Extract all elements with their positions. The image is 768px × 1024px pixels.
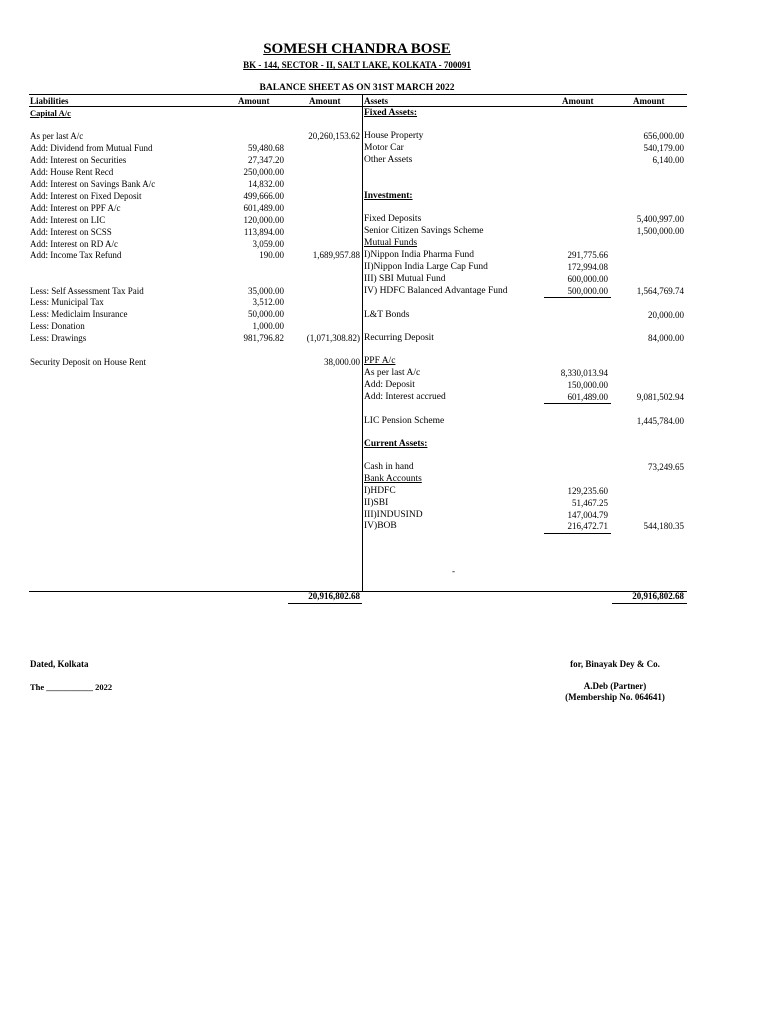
row-label: III) SBI Mutual Fund [364, 274, 446, 284]
row-amount-1: 601,489.00 [243, 203, 284, 213]
row-label: Add: Income Tax Refund [30, 250, 122, 260]
row-label: Add: Interest on Savings Bank A/c [30, 179, 156, 189]
sheet-title: BALANCE SHEET AS ON 31ST MARCH 2022 [259, 83, 455, 93]
row-amount-1: 59,480.68 [248, 143, 284, 153]
col-amount-1: Amount [238, 96, 270, 106]
row-amount-1: 3,512.00 [252, 297, 284, 307]
row-amount-2: 73,249.65 [648, 462, 684, 472]
liability-row [30, 214, 362, 226]
row-amount-1: 147,004.79 [567, 510, 608, 520]
asset-row [364, 213, 686, 225]
asset-row [364, 190, 686, 202]
row-amount-2: (1,071,308.82) [306, 333, 360, 343]
row-label: Senior Citizen Savings Scheme [364, 226, 484, 236]
row-label: LIC Pension Scheme [364, 416, 445, 426]
row-label: Add: Interest on Securities [30, 155, 127, 165]
row-label: House Property [364, 131, 424, 141]
row-amount-2: 6,140.00 [652, 155, 684, 165]
row-label: IV)BOB [364, 521, 397, 531]
asset-row [364, 225, 686, 237]
row-label: Add: Interest on Fixed Deposit [30, 191, 142, 201]
row-label: Less: Self Assessment Tax Paid [30, 286, 144, 296]
row-amount-1: 190.00 [259, 250, 284, 260]
row-amount-1: 150,000.00 [567, 380, 608, 390]
col-assets: Assets [364, 96, 388, 106]
partner-name: A.Deb (Partner) [583, 681, 647, 691]
row-amount-2: 20,000.00 [648, 310, 684, 320]
row-label: Add: Deposit [364, 380, 415, 390]
row-label: Less: Donation [30, 321, 85, 331]
capital-heading: Capital A/c [30, 108, 71, 118]
asset-row [364, 438, 686, 450]
col-amount-4: Amount [633, 96, 665, 106]
asset-row [364, 285, 686, 297]
liability-row [30, 154, 362, 166]
row-amount-1: 500,000.00 [567, 286, 608, 296]
subtotal-rule [544, 533, 611, 534]
row-amount-1: 600,000.00 [567, 274, 608, 284]
current-assets-heading: Current Assets: [364, 439, 428, 449]
table-top-rule [29, 94, 687, 95]
liability-row [30, 226, 362, 238]
row-amount-1: 35,000.00 [248, 286, 284, 296]
row-label: Cash in hand [364, 462, 414, 472]
asset-row [364, 107, 686, 119]
row-amount-2: 1,689,957.88 [312, 250, 360, 260]
asset-row [364, 415, 686, 427]
fixed-assets-heading: Fixed Assets: [364, 108, 418, 118]
col-amount-3: Amount [562, 96, 594, 106]
asset-row [364, 497, 686, 509]
liability-row [30, 142, 362, 154]
row-label: I)HDFC [364, 486, 396, 496]
row-label: Fixed Deposits [364, 214, 422, 224]
asset-row [364, 355, 686, 367]
row-amount-1: 113,894.00 [243, 227, 284, 237]
mutual-funds-heading: Mutual Funds [364, 238, 418, 248]
investment-heading: Investment: [364, 191, 413, 201]
row-label: Add: Interest accrued [364, 392, 446, 402]
row-label: Recurring Deposit [364, 333, 434, 343]
row-label: Motor Car [364, 143, 404, 153]
liability-row [30, 107, 362, 119]
column-divider [362, 94, 363, 591]
subtotal-rule [544, 403, 611, 404]
row-label: Add: Dividend from Mutual Fund [30, 143, 153, 153]
row-amount-1: 216,472.71 [567, 521, 608, 531]
row-amount-1: 601,489.00 [567, 392, 608, 402]
liability-row [30, 320, 362, 332]
row-amount-1: 172,994.08 [567, 262, 608, 272]
asset-row [364, 332, 686, 344]
row-amount-2: 540,179.00 [643, 143, 684, 153]
col-liabilities: Liabilities [30, 96, 69, 106]
col-amount-2: Amount [309, 96, 341, 106]
ppf-heading: PPF A/c [364, 356, 396, 366]
liability-row [30, 178, 362, 190]
row-amount-1: 51,467.25 [572, 498, 608, 508]
membership-number: (Membership No. 064641) [565, 692, 665, 702]
asset-row [364, 237, 686, 249]
row-label: Add: Interest on SCSS [30, 227, 112, 237]
liabilities-total: 20,916,802.68 [308, 591, 360, 601]
row-amount-2: 5,400,997.00 [636, 214, 684, 224]
date-blank: The ___________ 2022 [30, 682, 113, 692]
asset-row [364, 520, 686, 532]
asset-row [364, 273, 686, 285]
asset-row [364, 261, 686, 273]
row-label: Less: Drawings [30, 333, 87, 343]
bank-accounts-heading: Bank Accounts [364, 474, 422, 484]
liability-row [30, 296, 362, 308]
row-label: L&T Bonds [364, 310, 410, 320]
row-amount-2: 656,000.00 [643, 131, 684, 141]
row-amount-1: 499,666.00 [243, 191, 284, 201]
row-amount-2: 1,445,784.00 [636, 416, 684, 426]
row-amount-1: 50,000.00 [248, 309, 284, 319]
liability-row [30, 130, 362, 142]
row-amount-1: 1,000.00 [252, 321, 284, 331]
liability-row [30, 308, 362, 320]
dated-place: Dated, Kolkata [30, 659, 89, 669]
row-amount-2: 9,081,502.94 [636, 392, 684, 402]
asset-row [364, 154, 686, 166]
asset-row [364, 249, 686, 261]
row-amount-1: 3,059.00 [252, 239, 284, 249]
row-label: III)INDUSIND [364, 510, 423, 520]
row-amount-2: 1,564,769.74 [636, 286, 684, 296]
owner-address: BK - 144, SECTOR - II, SALT LAKE, KOLKATA - 700091 [243, 60, 471, 70]
asset-row [364, 485, 686, 497]
firm-name: for, Binayak Dey & Co. [570, 659, 660, 669]
row-label: Less: Municipal Tax [30, 297, 104, 307]
asset-row [364, 391, 686, 403]
assets-total: 20,916,802.68 [632, 591, 684, 601]
row-label: Other Assets [364, 155, 413, 165]
asset-row [364, 142, 686, 154]
liability-row [30, 166, 362, 178]
asset-row [364, 130, 686, 142]
asset-row [364, 461, 686, 473]
liability-row [30, 249, 362, 261]
liability-row [30, 190, 362, 202]
row-label: As per last A/c [364, 368, 421, 378]
asset-row [364, 367, 686, 379]
row-amount-1: 8,330,013.94 [560, 368, 608, 378]
row-label: II)SBI [364, 498, 389, 508]
subtotal-rule [544, 297, 611, 298]
asset-row [364, 473, 686, 485]
row-amount-1: 27,347.20 [248, 155, 284, 165]
row-amount-1: 120,000.00 [243, 215, 284, 225]
row-label: Add: Interest on LIC [30, 215, 106, 225]
row-label: IV) HDFC Balanced Advantage Fund [364, 286, 508, 296]
assets-total-underline [612, 603, 687, 604]
row-label: I)Nippon India Pharma Fund [364, 250, 475, 260]
row-label: Add: House Rent Recd [30, 167, 114, 177]
row-label: As per last A/c [30, 131, 84, 141]
row-amount-1: 250,000.00 [243, 167, 284, 177]
row-label: Security Deposit on House Rent [30, 357, 146, 367]
stray-mark: - [452, 566, 455, 576]
row-amount-1: 291,775.66 [567, 250, 608, 260]
liability-row [30, 332, 362, 344]
liabilities-total-underline [288, 603, 362, 604]
row-label: Add: Interest on RD A/c [30, 239, 118, 249]
row-label: Add: Interest on PPF A/c [30, 203, 121, 213]
row-amount-1: 14,832.00 [248, 179, 284, 189]
row-amount-2: 1,500,000.00 [636, 226, 684, 236]
row-amount-2: 544,180.35 [643, 521, 684, 531]
liability-row [30, 202, 362, 214]
row-label: II)Nippon India Large Cap Fund [364, 262, 488, 272]
asset-row [364, 309, 686, 321]
row-amount-1: 129,235.60 [567, 486, 608, 496]
row-amount-1: 981,796.82 [243, 333, 284, 343]
row-label: Less: Mediclaim Insurance [30, 309, 128, 319]
owner-name: SOMESH CHANDRA BOSE [263, 41, 451, 57]
row-amount-2: 38,000.00 [324, 357, 360, 367]
asset-row [364, 379, 686, 391]
row-amount-2: 84,000.00 [648, 333, 684, 343]
liability-row [30, 356, 362, 368]
row-amount-2: 20,260,153.62 [308, 131, 360, 141]
